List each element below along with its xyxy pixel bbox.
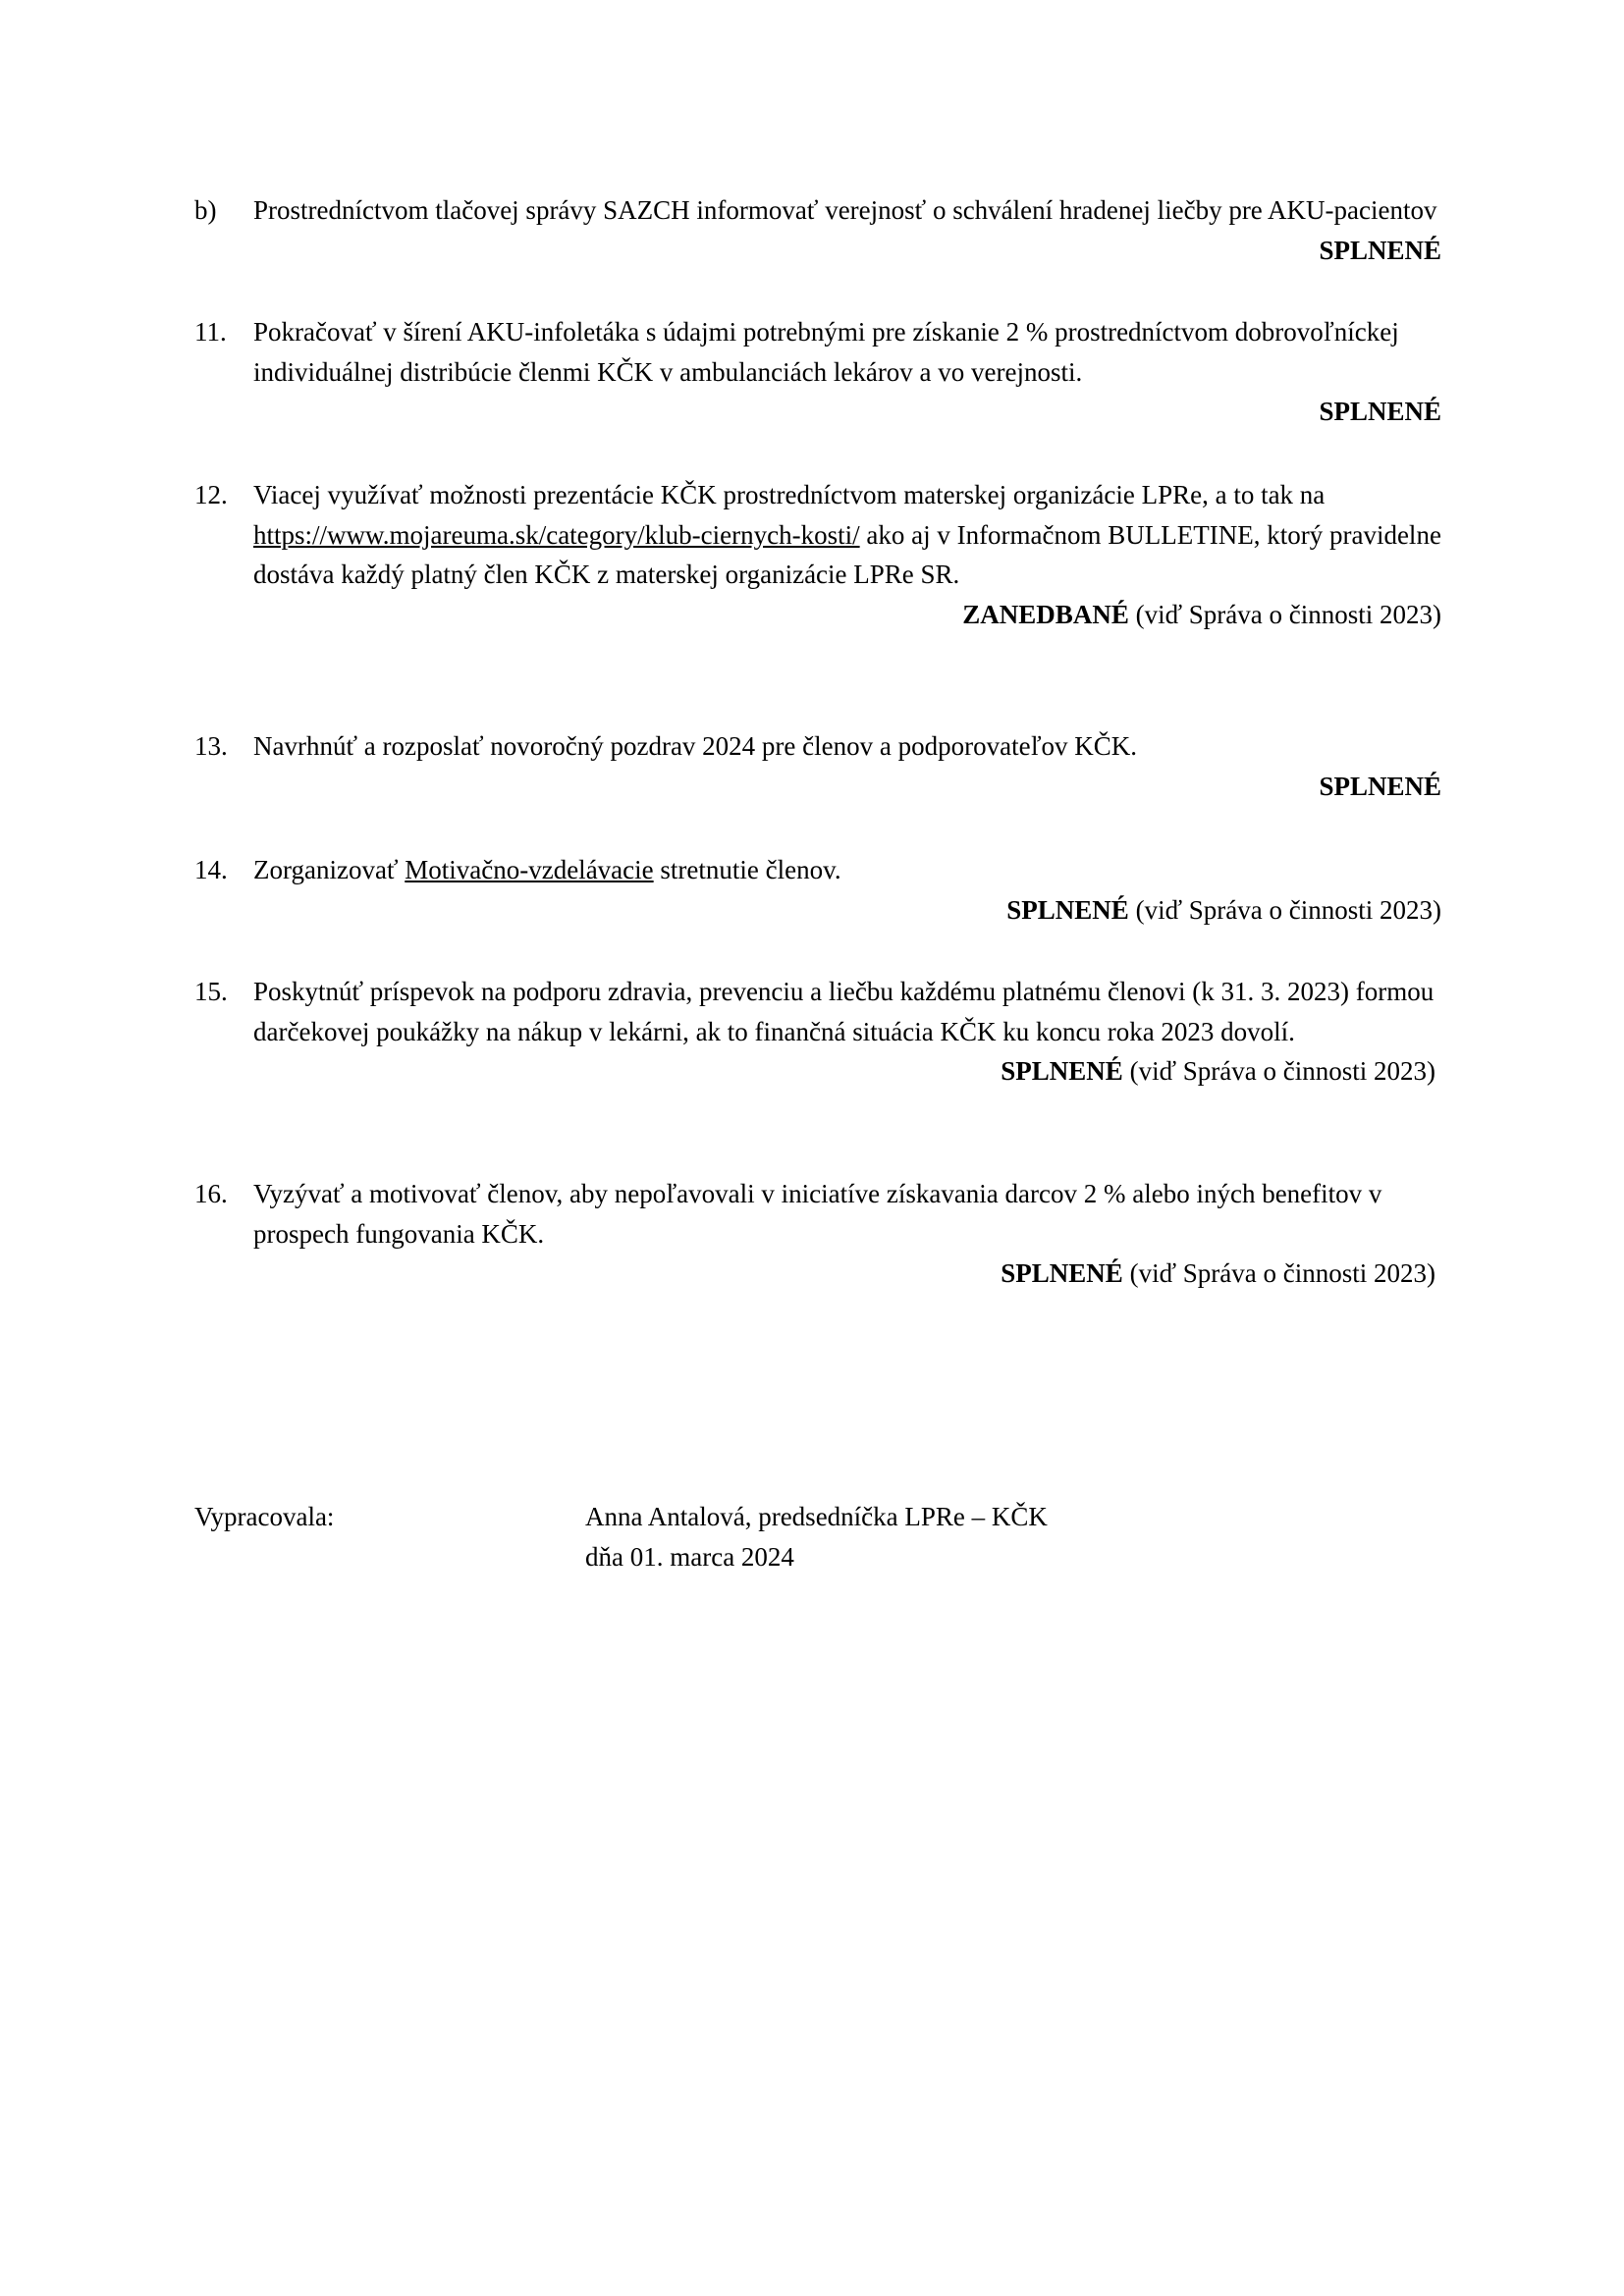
task-item-13 bbox=[194, 726, 1441, 806]
item-text bbox=[253, 475, 1441, 595]
item-text: Vyzývať a motivovať členov, aby nepoľavovali v iniciatíve získavania darcov 2 % alebo iných benefitov v prospech fungovania KČK. bbox=[253, 1179, 1382, 1249]
item-number: 14. bbox=[194, 855, 228, 884]
website-link[interactable]: https://www.mojareuma.sk/category/klub-ciernych-kosti/ bbox=[253, 519, 860, 550]
status-badge: SPLNENÉ bbox=[1006, 894, 1129, 925]
item-text-before: Viacej využívať možnosti prezentácie KČK prostredníctvom materskej organizácie LPRe, a to tak na bbox=[253, 480, 1326, 509]
status-note: (viď Správa o činnosti 2023) bbox=[1135, 894, 1441, 925]
item-number: 16. bbox=[194, 1179, 228, 1208]
signature-label: Vypracovala: bbox=[194, 1502, 335, 1531]
item-text-before: Zorganizovať bbox=[253, 855, 399, 884]
status-line bbox=[194, 1254, 1435, 1294]
status-badge: SPLNENÉ bbox=[1001, 1258, 1123, 1288]
status-badge: SPLNENÉ bbox=[1001, 1056, 1123, 1086]
item-text: Poskytnúť príspevok na podporu zdravia, prevenciu a liečbu každému platnému členovi (k 31. 3. 2023) formou darčekovej poukážky na nákup v lekárni, ak to finančná situácia KČK ku koncu roka 2023 dovolí. bbox=[253, 977, 1435, 1046]
signature-name: Anna Antalová, predsedníčka LPRe – KČK bbox=[585, 1502, 1048, 1531]
item-number: 13. bbox=[194, 731, 228, 761]
item-number: 11. bbox=[194, 317, 227, 347]
status-badge: SPLNENÉ bbox=[1319, 235, 1441, 265]
item-text-after: ako aj v Informačnom BULLETINE, ktorý pravidelne dostáva každý platný člen KČK z materskej organizácie LPRe SR. bbox=[253, 519, 1441, 589]
signature-date: dňa 01. marca 2024 bbox=[585, 1542, 794, 1572]
status-badge: SPLNENÉ bbox=[1319, 771, 1441, 801]
item-text: Pokračovať v šírení AKU-infoletáka s údajmi potrebnými pre získanie 2 % prostredníctvom dobrovoľníckej individuálnej distribúcie členmi KČK v ambulanciách lekárov a vo verejnosti. bbox=[253, 317, 1399, 387]
item-number: b) bbox=[194, 195, 217, 225]
item-text: Navrhnúť a rozposlať novoročný pozdrav 2024 pre členov a podporovateľov KČK. bbox=[253, 731, 1138, 761]
status-line bbox=[194, 767, 1441, 807]
task-item-12 bbox=[194, 475, 1441, 634]
status-line bbox=[194, 231, 1441, 271]
status-note: (viď Správa o činnosti 2023) bbox=[1135, 599, 1441, 629]
status-note: (viď Správa o činnosti 2023) bbox=[1129, 1258, 1435, 1288]
status-line bbox=[194, 890, 1441, 931]
item-number: 12. bbox=[194, 480, 228, 509]
item-text: Prostredníctvom tlačovej správy SAZCH informovať verejnosť o schválení hradenej liečby pre AKU-pacientov bbox=[253, 195, 1437, 225]
task-item-14 bbox=[194, 850, 1441, 930]
status-line bbox=[194, 1051, 1435, 1092]
underlined-term: Motivačno-vzdelávacie bbox=[405, 855, 654, 884]
status-line bbox=[194, 595, 1441, 635]
status-line bbox=[194, 392, 1441, 432]
task-item-b bbox=[194, 190, 1441, 270]
item-text-after: stretnutie členov. bbox=[660, 855, 841, 884]
status-note: (viď Správa o činnosti 2023) bbox=[1129, 1056, 1435, 1086]
item-number: 15. bbox=[194, 977, 228, 1006]
task-item-11 bbox=[194, 312, 1441, 432]
item-text bbox=[253, 850, 1441, 890]
task-item-15 bbox=[194, 972, 1441, 1092]
status-badge: SPLNENÉ bbox=[1319, 397, 1441, 426]
status-badge: ZANEDBANÉ bbox=[962, 599, 1129, 629]
task-item-16 bbox=[194, 1174, 1441, 1294]
